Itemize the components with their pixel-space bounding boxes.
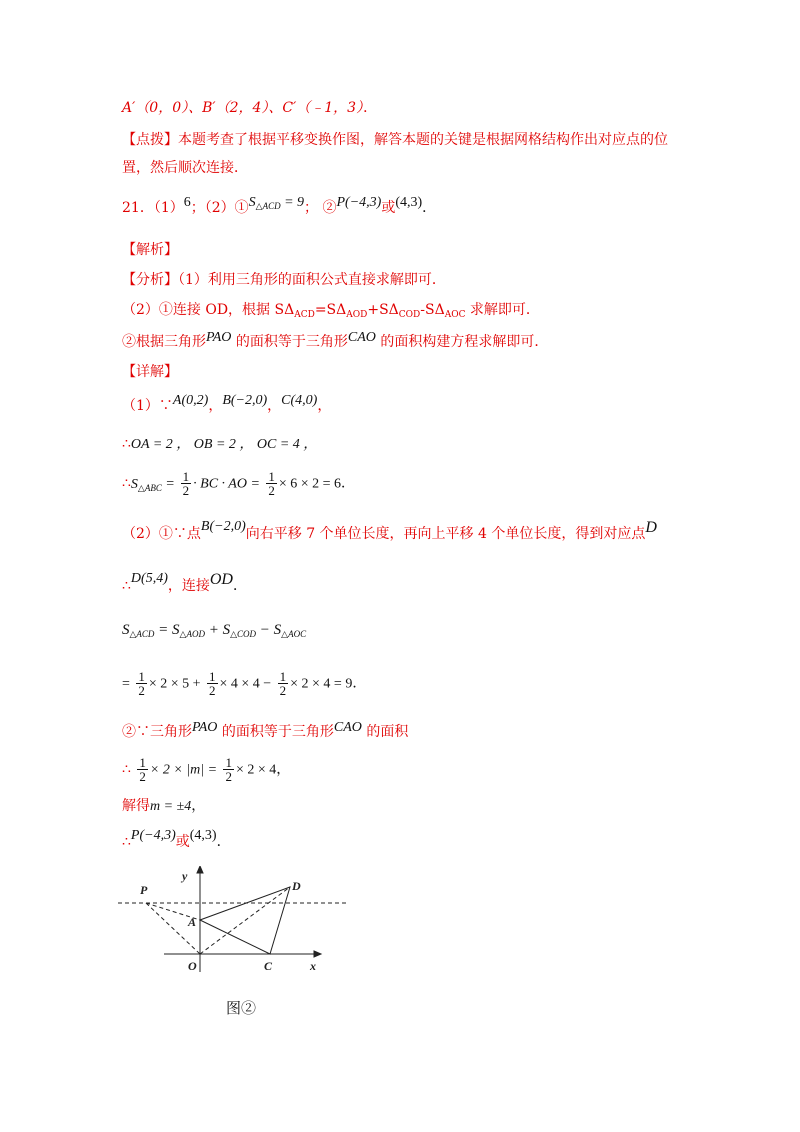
fraction: $\frac{1}{2}$ — [225, 755, 232, 784]
detail-line-2: ∴OA = 2 ， OB = 2 ， OC = 4 ， — [122, 436, 318, 452]
analysis-line-1: 【分析】（1）利用三角形的面积公式直接求解即可． — [122, 272, 446, 288]
section-xiangjie: 【详解】 — [122, 364, 178, 380]
label-x: x — [310, 959, 316, 973]
y-axis-arrow — [197, 866, 203, 873]
label-d: D — [292, 879, 301, 893]
fraction: $\frac{1}{2}$ — [139, 755, 146, 784]
fraction: $\frac{1}{2}$ — [182, 469, 190, 498]
label-a: A — [188, 915, 197, 929]
detail-line-11: ∴P(−4,3)或(4,3)． — [122, 828, 231, 850]
detail-line-6: $S_{\triangle ACD} = S_{\triangle AOD} + S_{\triangle COD} - S_{\triangle AOC}$ — [122, 622, 307, 639]
answer-line-20: A′（0，0）、B′（2，4）、C′（﹣1，3）． — [122, 100, 378, 116]
label-c: C — [264, 959, 273, 973]
label-p: P — [140, 883, 148, 897]
fraction: $\frac{1}{2}$ — [138, 669, 145, 698]
section-jiexi: 【解析】 — [122, 242, 178, 258]
label-o: O — [188, 959, 197, 973]
geometry-figure — [118, 866, 358, 986]
answer-line-21: 21．（1）6；$(2)①S_{\triangle ACD} = 9$； ②P(−4,3)或(4,3)． — [122, 195, 437, 216]
analysis-line-3: ②根据三角形PAO 的面积等于三角形CAO 的面积构建方程求解即可． — [122, 330, 549, 350]
dashed-od — [200, 887, 290, 954]
detail-line-9: ∴ $\frac{1}{2}$ × 2 × |m| = $\frac{1}{2}$ × 2 × 4， — [122, 755, 291, 784]
figure-caption: 图② — [226, 999, 257, 1017]
coords-text: A′（0，0）、B′（2，4）、C′（﹣1，3） — [122, 100, 364, 116]
tip-line-cont: 置，然后顺次连接． — [122, 160, 248, 176]
analysis-line-2: （2）①连接 OD，根据 $S\Delta_{ACD}=S\Delta_{AOD}+S\Delta_{COD}-S\Delta_{AOC}$ 求解即可． — [122, 302, 540, 320]
detail-line-7: = $\frac{1}{2}$ × 2 × 5 + $\frac{1}{2}$ × 4 × 4 − $\frac{1}{2}$ × 2 × 4 = 9． — [122, 669, 367, 698]
fraction: $\frac{1}{2}$ — [209, 669, 216, 698]
detail-line-4: （2）①∵点B(−2,0)向右平移 7 个单位长度，再向上平移 4 个单位长度，得到对应点D — [122, 519, 657, 542]
label-y: y — [182, 869, 188, 883]
tip-line: 【点拨】本题考查了根据平移变换作图，解答本题的关键是根据网格结构作出对应点的位 — [122, 132, 668, 148]
detail-line-10: 解得m = ±4， — [122, 798, 206, 814]
detail-line-1: （1）∵A(0,2)，B(−2,0)，C(4,0)， — [122, 393, 332, 414]
x-axis-arrow — [314, 951, 321, 957]
detail-line-5: ∴D(5,4)，连接OD． — [122, 571, 247, 594]
detail-line-3: $\therefore S_{\triangle ABC}$ = $\frac{1}{2}$ · BC · AO = $\frac{1}{2}$ × 6 × 2 = 6． — [122, 469, 356, 498]
fraction: $\frac{1}{2}$ — [279, 669, 287, 698]
detail-line-8: ②∵三角形PAO 的面积等于三角形CAO 的面积 — [122, 720, 409, 740]
fraction: $\frac{1}{2}$ — [268, 469, 275, 498]
